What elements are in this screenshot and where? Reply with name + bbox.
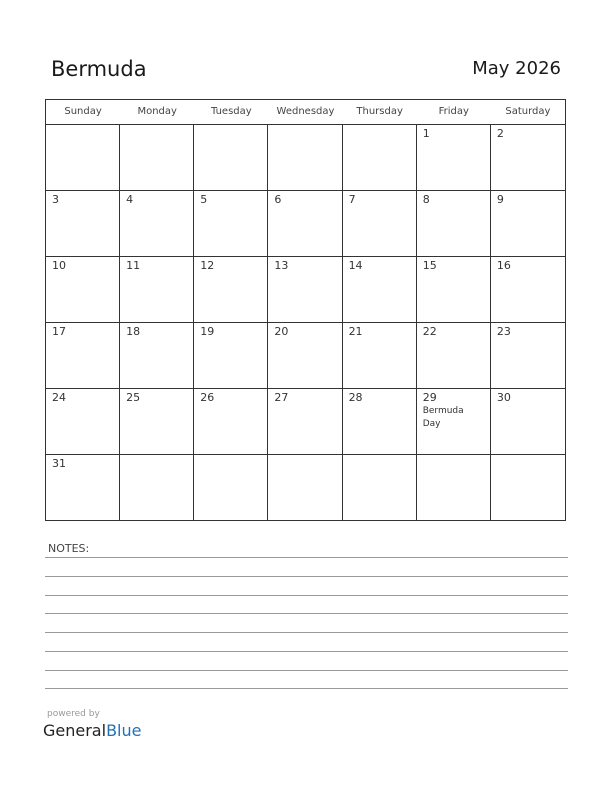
- day-number: 24: [52, 391, 66, 404]
- calendar-week-row: [46, 389, 565, 455]
- calendar-grid: [45, 99, 566, 521]
- day-number: 31: [52, 457, 66, 470]
- day-number: 10: [52, 259, 66, 272]
- note-line: [45, 632, 568, 633]
- day-number: 16: [496, 259, 511, 272]
- day-number: 28: [348, 391, 363, 404]
- day-number: 4: [126, 193, 134, 206]
- day-cell: [194, 323, 268, 388]
- calendar-week-row: [46, 191, 565, 257]
- day-cell: [417, 125, 491, 190]
- day-number: 6: [274, 193, 282, 206]
- page-title: Bermuda: [51, 57, 147, 81]
- note-line: [45, 557, 568, 558]
- day-cell: [120, 191, 194, 256]
- note-line: [45, 670, 568, 671]
- brand-general: General: [43, 721, 107, 740]
- day-cell: [343, 191, 417, 256]
- day-number: 1: [422, 127, 430, 140]
- day-cell: [417, 323, 491, 388]
- day-cell: [46, 389, 120, 454]
- calendar-week-row: [46, 455, 565, 520]
- weekday-wednesday: Wednesday: [276, 106, 335, 117]
- day-cell: [343, 455, 417, 520]
- weekday-tuesday: Tuesday: [211, 106, 252, 117]
- day-cell: [491, 455, 565, 520]
- day-cell: [46, 191, 120, 256]
- brand-blue: Blue: [106, 721, 142, 740]
- holiday-label: Bermuda Day: [422, 406, 464, 429]
- day-cell: [491, 257, 565, 322]
- day-number: 19: [200, 325, 215, 338]
- day-number: 17: [52, 325, 66, 338]
- day-cell: [268, 257, 342, 322]
- day-cell: [194, 455, 268, 520]
- note-line: [45, 595, 568, 596]
- day-number: 12: [200, 259, 215, 272]
- note-line: [45, 576, 568, 577]
- generalblue-logo[interactable]: [43, 721, 141, 740]
- day-cell: [491, 125, 565, 190]
- day-cell: [120, 455, 194, 520]
- day-number: 3: [52, 193, 59, 206]
- day-number: 2: [496, 127, 504, 140]
- day-cell: [46, 125, 120, 190]
- weekday-header-row: [46, 100, 565, 125]
- day-number: 30: [496, 391, 511, 404]
- weekday-sunday: Sunday: [64, 106, 102, 117]
- calendar-week-row: [46, 323, 565, 389]
- month-year-label: May 2026: [472, 58, 561, 79]
- powered-by-text: powered by: [47, 709, 100, 719]
- day-number: 25: [126, 391, 141, 404]
- day-number: 20: [274, 325, 289, 338]
- day-cell: [343, 323, 417, 388]
- notes-label: NOTES:: [48, 542, 90, 555]
- day-number: 9: [496, 193, 504, 206]
- day-cell: [268, 125, 342, 190]
- day-cell: [417, 389, 491, 454]
- day-number: 8: [422, 193, 430, 206]
- day-cell: [194, 191, 268, 256]
- day-number: 27: [274, 391, 289, 404]
- calendar-week-row: [46, 257, 565, 323]
- day-cell: [417, 257, 491, 322]
- day-cell: [194, 125, 268, 190]
- day-cell: [268, 323, 342, 388]
- day-cell: [268, 455, 342, 520]
- note-line: [45, 613, 568, 614]
- day-cell: [491, 323, 565, 388]
- day-cell: [46, 455, 120, 520]
- day-cell: [120, 257, 194, 322]
- note-line: [45, 651, 568, 652]
- day-cell: [417, 191, 491, 256]
- day-cell: [120, 125, 194, 190]
- weekday-monday: Monday: [137, 106, 177, 117]
- day-cell: [120, 389, 194, 454]
- calendar-weeks: [46, 125, 565, 520]
- day-number: 18: [126, 325, 141, 338]
- day-cell: [268, 389, 342, 454]
- day-cell: [491, 389, 565, 454]
- day-cell: [417, 455, 491, 520]
- day-cell: [268, 191, 342, 256]
- day-cell: [120, 323, 194, 388]
- day-number: 15: [422, 259, 437, 272]
- day-number: 26: [200, 391, 215, 404]
- day-number: 7: [348, 193, 356, 206]
- day-number: 21: [348, 325, 363, 338]
- day-number: 11: [126, 259, 141, 272]
- day-number: 29: [422, 391, 437, 404]
- day-cell: [343, 389, 417, 454]
- day-cell: [343, 257, 417, 322]
- day-cell: [194, 389, 268, 454]
- note-line: [45, 688, 568, 689]
- day-number: 23: [496, 325, 511, 338]
- day-cell: [194, 257, 268, 322]
- weekday-friday: Friday: [438, 106, 469, 117]
- day-cell: [46, 257, 120, 322]
- day-cell: [46, 323, 120, 388]
- day-number: 5: [200, 193, 208, 206]
- calendar-week-row: [46, 125, 565, 191]
- day-cell: [491, 191, 565, 256]
- day-number: 13: [274, 259, 289, 272]
- day-number: 14: [348, 259, 363, 272]
- day-number: 22: [422, 325, 437, 338]
- day-cell: [343, 125, 417, 190]
- weekday-thursday: Thursday: [356, 106, 403, 117]
- weekday-saturday: Saturday: [505, 106, 551, 117]
